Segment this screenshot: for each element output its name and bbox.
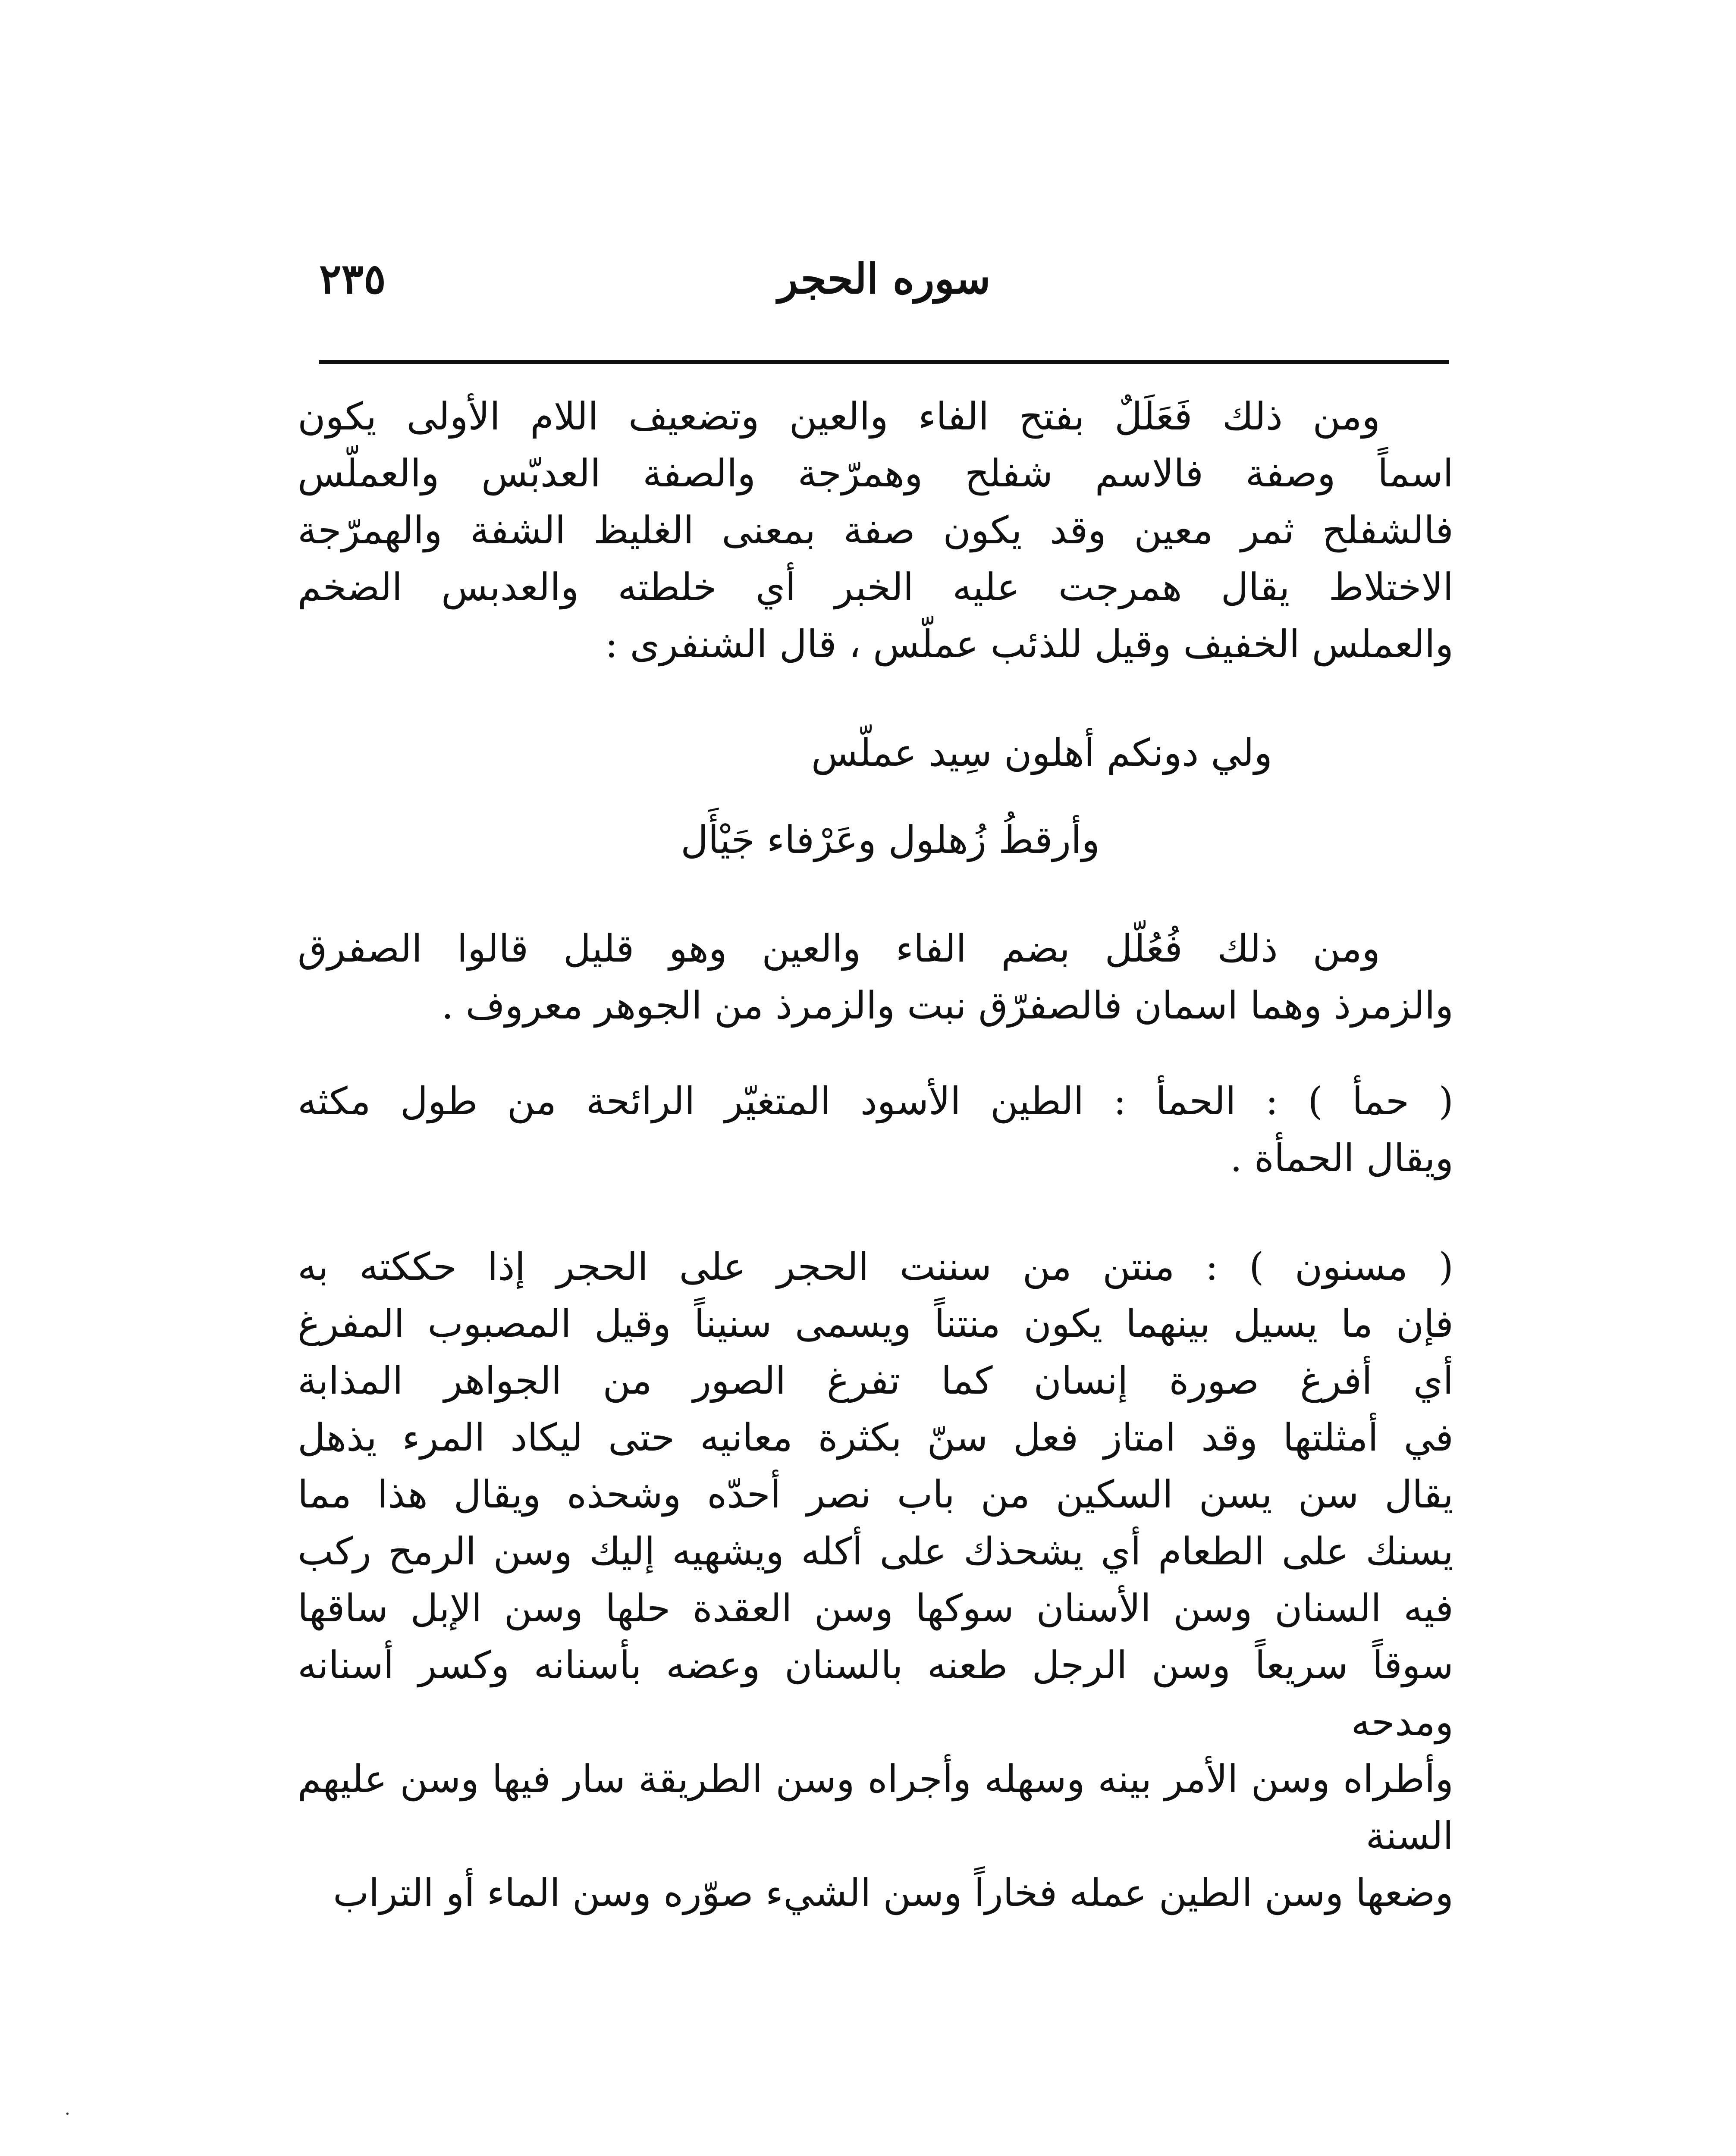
body-text: [298, 388, 1453, 1921]
text-line: سوقاً سريعاً وسن الرجل طعنه بالسنان وعضه بأسنانه وكسر أسنانه ومدحه: [298, 1643, 1453, 1744]
text-line: يقال سن يسن السكين من باب نصر أحدّه وشحذه ويقال هذا مما: [298, 1472, 1453, 1517]
text-line: في أمثلتها وقد امتاز فعل سنّ بكثرة معانيه حتى ليكاد المرء يذهل: [298, 1415, 1453, 1460]
paragraph-fulullal: [298, 920, 1453, 1034]
margin-speck: ·: [65, 2104, 70, 2124]
text-line: اسماً وصفة فالاسم شفلح وهمرّجة والصفة العدبّس والعملّس: [298, 451, 1453, 495]
verse-line: وأرقطُ زُهلول وعَرْفاء جَيْأَل: [681, 818, 1100, 862]
text-line: وضعها وسن الطين عمله فخاراً وسن الشيء صوّره وسن الماء أو التراب: [333, 1871, 1453, 1915]
text-line: ويقال الحمأة .: [1230, 1136, 1453, 1180]
text-line: أي أفرغ صورة إنسان كما تفرغ الصور من الجواهر المذابة: [298, 1358, 1453, 1403]
text-line: فإن ما يسيل بينهما يكون منتناً ويسمى سنيناً وقيل المصبوب المفرغ: [298, 1301, 1453, 1346]
paragraph-falalal: [298, 388, 1453, 673]
text-line: ومن ذلك فُعُلّل بضم الفاء والعين وهو قليل قالوا الصفرق: [298, 926, 1380, 971]
text-line: وأطراه وسن الأمر بينه وسهله وأجراه وسن الطريقة سار فيها وسن عليهم السنة: [298, 1757, 1453, 1858]
text-line: يسنك على الطعام أي يشحذك على أكله ويشهيه إليك وسن الرمح ركب: [298, 1529, 1453, 1573]
text-line: فيه السنان وسن الأسنان سوكها وسن العقدة حلها وسن الإبل ساقها: [298, 1586, 1453, 1630]
paragraph-masnun: [298, 1238, 1453, 1921]
poetry-verse: [298, 724, 1453, 868]
text-line: فالشفلح ثمر معين وقد يكون صفة بمعنى الغليظ الشفة والهمرّجة: [298, 508, 1454, 552]
text-line: ومن ذلك فَعَلَلٌ بفتح الفاء والعين وتضعيف اللام الأولى يكون: [298, 394, 1380, 439]
text-line: ( مسنون ) : منتن من سننت الحجر على الحجر إذا حككته به: [298, 1244, 1453, 1289]
text-line: والعملس الخفيف وقيل للذئب عملّس ، قال الشنفرى :: [605, 622, 1453, 666]
page-header: [319, 254, 1449, 319]
text-line: ( حمأ ) : الحمأ : الطين الأسود المتغيّر الرائحة من طول مكثه: [298, 1079, 1453, 1123]
verse-line: ولي دونكم أهلون سِيد عملّس: [811, 730, 1272, 775]
paragraph-hama: [298, 1073, 1453, 1187]
text-line: والزمرذ وهما اسمان فالصفرّق نبت والزمرذ من الجوهر معروف .: [441, 983, 1453, 1028]
page-title: سوره الحجر: [778, 254, 991, 303]
header-rule: [319, 360, 1449, 364]
page-number: ٢٣٥: [319, 254, 386, 303]
text-line: الاختلاط يقال همرجت عليه الخبر أي خلطته والعدبس الضخم: [298, 565, 1453, 609]
